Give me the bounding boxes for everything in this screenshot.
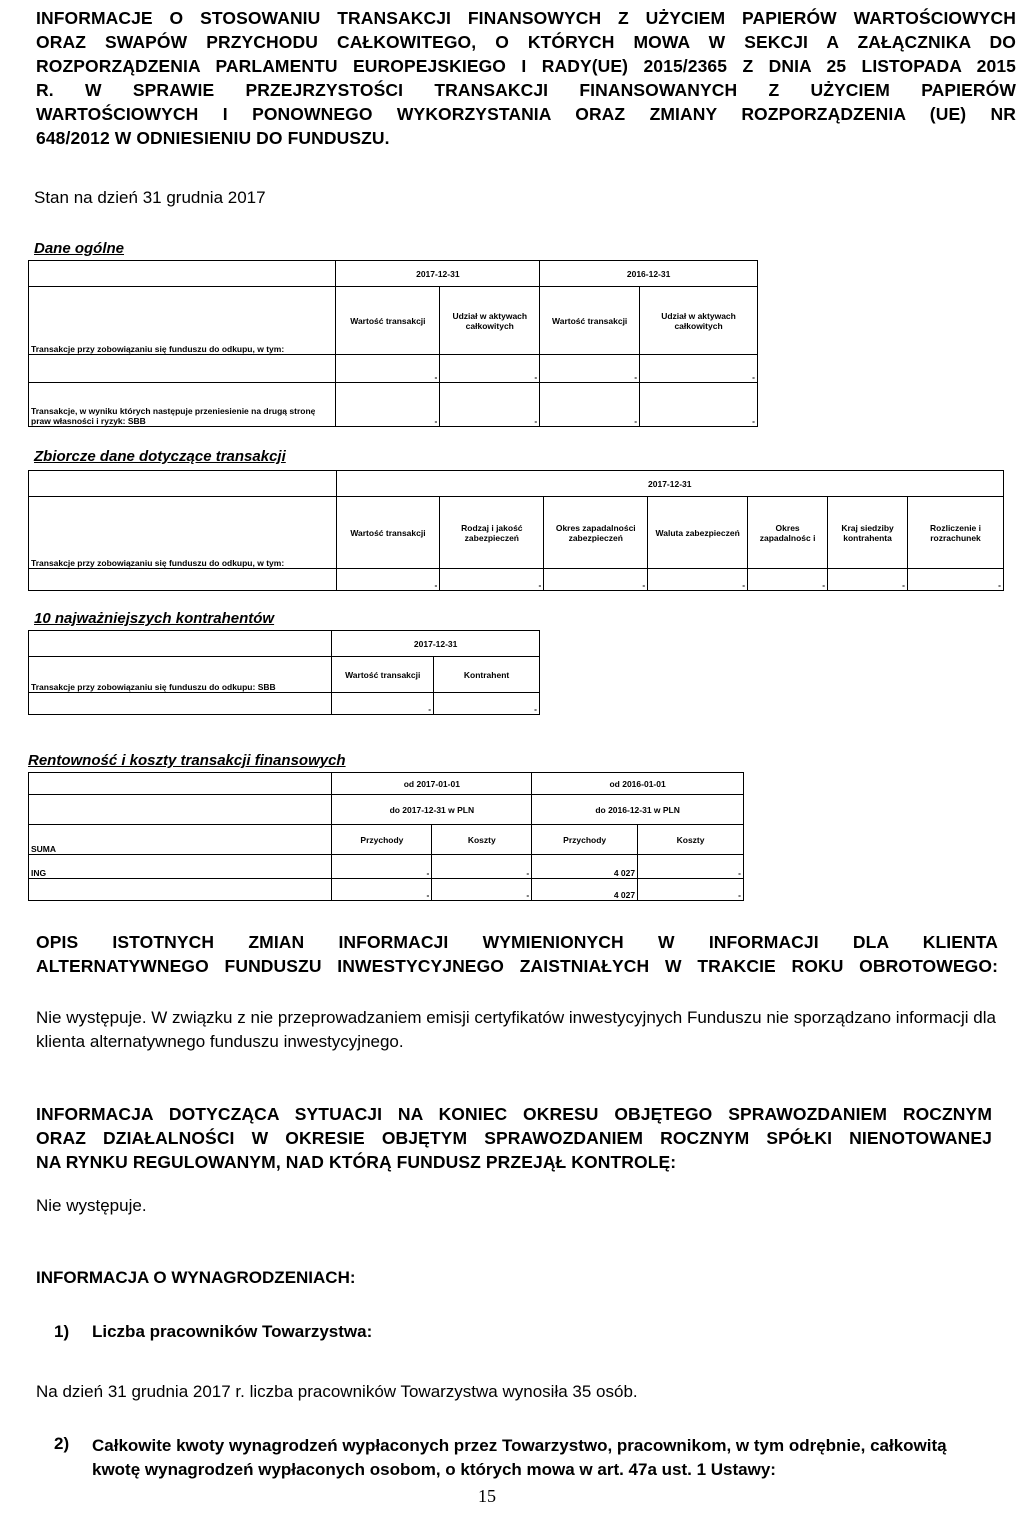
column-header: Udział w aktywach całkowitych [640, 287, 758, 355]
value-cell: - [440, 383, 540, 427]
column-header: Koszty [638, 825, 744, 855]
date-header: 2016-12-31 [540, 261, 758, 287]
empty-cell [29, 879, 332, 901]
column-header: Okres zapadalnośc i [748, 497, 828, 569]
column-header: Waluta zabezpieczeń [648, 497, 748, 569]
value-cell: - [648, 569, 748, 591]
date-header: 2017-12-31 [336, 471, 1003, 497]
period-to: do 2017-12-31 w PLN [332, 795, 532, 825]
empty-cell [29, 631, 332, 657]
value-cell: - [336, 355, 440, 383]
period-from: od 2017-01-01 [332, 773, 532, 795]
empty-cell [29, 569, 337, 591]
top10-table [28, 630, 540, 715]
value-cell: - [332, 855, 432, 879]
heading-line: ORAZ SWAPÓW PRZYCHODU CAŁKOWITEGO, O KTÓRYCH MOWA W SEKCJI A ZAŁĄCZNIKA DO [36, 32, 1016, 52]
column-header: Wartość transakcji [336, 497, 440, 569]
value-cell: - [638, 855, 744, 879]
column-header: Kraj siedziby kontrahenta [828, 497, 908, 569]
value-cell: - [544, 569, 648, 591]
heading-transactions [36, 6, 1016, 150]
section-title-aggregate: Zbiorcze dane dotyczące transakcji [34, 448, 286, 465]
page-number: 15 [478, 1486, 496, 1506]
heading-line: INFORMACJA DOTYCZĄCA SYTUACJI NA KONIEC OKRESU OBJĘTEGO SPRAWOZDANIEM ROCZNYM [36, 1104, 992, 1124]
heading-line: INFORMACJE O STOSOWANIU TRANSAKCJI FINANSOWYCH Z UŻYCIEM PAPIERÓW WARTOŚCIOWYCH [36, 8, 1016, 28]
empty-cell [29, 261, 336, 287]
value-cell: - [640, 383, 758, 427]
value-cell: - [332, 693, 434, 715]
employees-paragraph: Na dzień 31 grudnia 2017 r. liczba pracowników Towarzystwa wynosiła 35 osób. [36, 1382, 638, 1401]
heading-line: ROZPORZĄDZENIA PARLAMENTU EUROPEJSKIEGO I RADY(UE) 2015/2365 Z DNIA 25 LISTOPADA 2015 [36, 56, 1016, 76]
heading-remuneration: INFORMACJA O WYNAGRODZENIACH: [36, 1268, 356, 1287]
heading-subsidiary [36, 1102, 992, 1174]
value-cell: - [440, 355, 540, 383]
period-to: do 2016-12-31 w PLN [532, 795, 744, 825]
row-label: Transakcje przy zobowiązaniu się funduszu do odkupu, w tym: [29, 287, 336, 355]
list-number: 1) [54, 1322, 70, 1341]
column-header: Przychody [532, 825, 638, 855]
list-item-employees: Liczba pracowników Towarzystwa: [92, 1322, 373, 1341]
row-label: ING [29, 855, 332, 879]
general-data-table [28, 260, 758, 427]
heading-line: ALTERNATYWNEGO FUNDUSZU INWESTYCYJNEGO ZAISTNIAŁYCH W TRAKCIE ROKU OBROTOWEGO: [36, 956, 998, 976]
value-cell: - [748, 569, 828, 591]
heading-line: ORAZ DZIAŁALNOŚCI W OKRESIE OBJĘTYM SPRAWOZDANIEM ROCZNYM SPÓŁKI NIENOTOWANEJ [36, 1128, 992, 1148]
section-title-top10: 10 najważniejszych kontrahentów [34, 610, 275, 627]
empty-cell [29, 693, 332, 715]
date-header: 2017-12-31 [336, 261, 540, 287]
subsidiary-paragraph: Nie występuje. [36, 1196, 147, 1215]
list-number: 2) [54, 1434, 70, 1453]
section-title-profitability: Rentowność i koszty transakcji finansowych [28, 752, 346, 769]
period-from: od 2016-01-01 [532, 773, 744, 795]
value-cell: - [432, 879, 532, 901]
heading-line: WARTOŚCIOWYCH I PONOWNEGO WYKORZYSTANIA ORAZ ZMIANY ROZPORZĄDZENIA (UE) NR [36, 104, 1016, 124]
column-header: Wartość transakcji [332, 657, 434, 693]
empty-cell [29, 773, 332, 795]
column-header: Przychody [332, 825, 432, 855]
row-label: Transakcje przy zobowiązaniu się funduszu do odkupu, w tym: [29, 497, 337, 569]
empty-cell [29, 795, 332, 825]
date-header: 2017-12-31 [332, 631, 540, 657]
column-header: Rodzaj i jakość zabezpieczeń [440, 497, 544, 569]
value-cell: - [332, 879, 432, 901]
heading-changes [36, 930, 998, 978]
column-header: Koszty [432, 825, 532, 855]
column-header: Okres zapadalności zabezpieczeń [544, 497, 648, 569]
profitability-table [28, 772, 744, 901]
column-header: Udział w aktywach całkowitych [440, 287, 540, 355]
heading-line: R. W SPRAWIE PRZEJRZYSTOŚCI TRANSAKCJI FINANSOWANYCH Z UŻYCIEM PAPIERÓW [36, 80, 1016, 100]
value-cell: - [540, 355, 640, 383]
value-cell: - [432, 855, 532, 879]
value-cell: - [336, 569, 440, 591]
empty-cell [29, 355, 336, 383]
aggregate-data-table [28, 470, 1004, 591]
changes-paragraph: Nie występuje. W związku z nie przeprowadzaniem emisji certyfikatów inwestycyjnych Funduszu nie sporządzano informacji dla klienta alternatywnego funduszu inwestycyjnego. [36, 1008, 996, 1051]
section-title-general: Dane ogólne [34, 240, 125, 257]
value-cell: - [540, 383, 640, 427]
value-cell: - [908, 569, 1004, 591]
value-cell: - [336, 383, 440, 427]
value-cell: - [828, 569, 908, 591]
column-header: Rozliczenie i rozrachunek [908, 497, 1004, 569]
value-cell: - [434, 693, 540, 715]
heading-line: OPIS ISTOTNYCH ZMIAN INFORMACJI WYMIENIONYCH W INFORMACJI DLA KLIENTA [36, 932, 998, 952]
list-item-remuneration: Całkowite kwoty wynagrodzeń wypłaconych przez Towarzystwo, pracownikom, w tym odrębnie, całkowitą kwotę wynagrodzeń wypłaconych osobom, o których mowa w art. 47a ust. 1 Ustawy: [92, 1436, 947, 1479]
value-cell: 4 027 [532, 855, 638, 879]
date-statement: Stan na dzień 31 grudnia 2017 [34, 188, 266, 207]
empty-cell [29, 471, 337, 497]
column-header: Wartość transakcji [336, 287, 440, 355]
value-cell: - [440, 569, 544, 591]
value-cell: - [638, 879, 744, 901]
row-label: SUMA [29, 825, 332, 855]
heading-line: 648/2012 W ODNIESIENIU DO FUNDUSZU. [36, 128, 390, 148]
value-cell: 4 027 [532, 879, 638, 901]
row-label: Transakcje przy zobowiązaniu się funduszu do odkupu: SBB [29, 657, 332, 693]
column-header: Kontrahent [434, 657, 540, 693]
value-cell: - [640, 355, 758, 383]
row-label: Transakcje, w wyniku których następuje przeniesienie na drugą stronę praw własności i ryzyk: SBB [29, 383, 336, 427]
column-header: Wartość transakcji [540, 287, 640, 355]
heading-line: NA RYNKU REGULOWANYM, NAD KTÓRĄ FUNDUSZ PRZEJĄŁ KONTROLĘ: [36, 1152, 677, 1172]
